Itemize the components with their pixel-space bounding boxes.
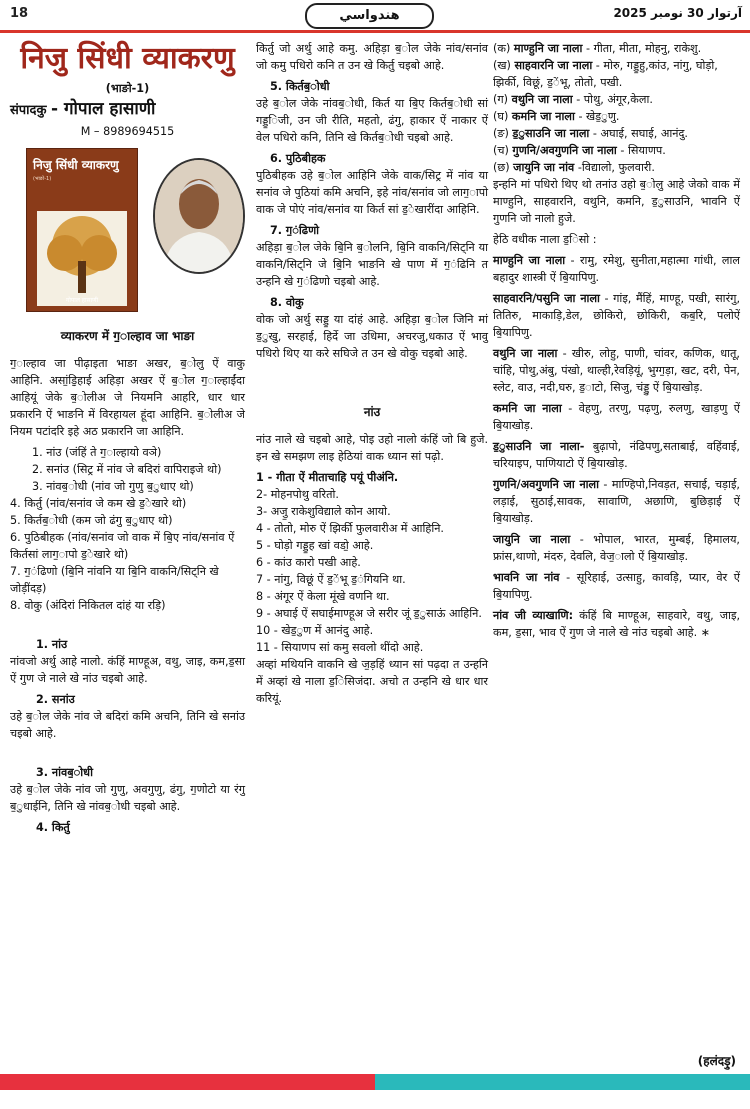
paragraph-pronoun: उहे ब॒ोल जेके नांव जे बदिरां कमि अचनि, तिनि खे सनांउ चइबो आहे. (10, 710, 245, 740)
example-item: 4 - तोतो, मोरु ऐं झिर्की फुलवारीअ में आहिनि. (256, 522, 444, 535)
group-item: कमनि जा नाला - वेहणु, तरणु, पढ़णु, रुलणु, खाड़णु ऐं बि॒याखोड़. (493, 402, 740, 432)
footer-color-bar (0, 1074, 750, 1090)
heading-noun: 1. नांउ (36, 638, 68, 651)
example-item: 6 - कांउ कारो पखी आहे. (256, 556, 361, 569)
heading-verb: 4. किर्तु (36, 821, 70, 834)
page-header (0, 0, 750, 33)
heading-pronoun: 2. सनांउ (36, 693, 75, 706)
list-item: 4. किर्तु (नांव/सनांव जे कम खे ड॒ेखारे थो) (10, 497, 187, 510)
article-part: (भाङो-1) (105, 82, 150, 95)
kind-item: (ङ) ड॒ुसाउनि जा नाला - अघाई, सघाई, आनंदु. (493, 127, 688, 140)
example-item: 1 - गीता ऐं मीताचाहि पयूं पीअंनि. (256, 471, 399, 484)
example-item: 2- मोहनपोथु वरितो. (256, 488, 339, 501)
list-item: 5. किर्तब॒ोधी (कम जो ढंगु ब॒ुधाए थो) (10, 514, 173, 527)
paragraph-closing: अव्हां मथियनि वाकनि खे ज॒ड़हिं ध्यान सां पढ़दा त उन्हनि में अव्हां खे नाला ड॒िसिजंदा. अचो त उन्हनि खे धार धार करियूं. (256, 658, 488, 705)
book-cover-author: गोपाल हासाणी (65, 297, 99, 304)
editor-line (10, 101, 245, 119)
group-item: ड॒ुसाउनि जा नाला- बुढ़ापो, नंढिपणु,सताबाई, वहिंवाई, चरियाइप, पाणियाटो ऐं बि॒याखोड़. (493, 440, 740, 470)
example-item: 9 - अघाई ऐं सघाईमाण्हूअ जे सरीर जूं ड॒ुसाऊं आहिनि. (256, 607, 482, 620)
kind-item: (छ) जायुनि जा नांव -विद्यालो, फुलवारी. (493, 161, 655, 174)
group-item: साहवारनि/पसुनि जा नाला - गांइ, मैंहिं, माण्हू, पखी, सारंगु, तितिरु, माकाड़ि,डेल, छोकिरो, छोकिरी, कब॒रि, पलोऐं बि॒यापिणु. (493, 292, 740, 339)
intro-paragraph: ग॒ाल्हाव जा पीढ़ाइता भाङा अखर, ब॒ोलु ऐं वाकु आहिनि. असां॒ड़ि॒हाई अहिड़ा अखर ऐं ब॒ोल ग॒ाल्हाईंदा आहियूं जेके ब॒ोलीअ जे नियमनि आहरि, धार धार प्रकारनि ऐं भाङनि में विरहायल हूंदा आहिनि. ब॒ोलीअ जे नियम पटांदरि इहे अठ प्रकारनि जा आहिनि. (10, 357, 245, 438)
list-item: 7. ग॒ंढिणो (बि॒नि नांवनि या बि॒नि वाकनि/सिट्नि खे जोड़ींदड़) (10, 565, 219, 595)
group-item: वथुनि जा नाला - खीरु, लोहु, पाणी, चांवर, कणिक, धातू, चांहि, पोथु,अंबु, पंखो, थाल्ही,रेवड़ियूं, भुग्ग॒ड़ा, खट, दरी, पेन, स्लेट, वाउ, नदी,घरु, ड॒ाटो, सिजु, चंड्डु ऐं बि॒याखोड़. (493, 347, 740, 394)
editor-photo (153, 158, 245, 274)
kind-item: (घ) कमनि जा नाला - खेड॒ुणु. (493, 110, 620, 123)
heading-preposition: 6. पुठिबीहक (270, 152, 326, 165)
paragraph-adjective: उहे ब॒ोल जेके नांव जो गुणु, अवगुणु, ढंगु, ग॒णोटो या रंगु ब॒ुधाईनि, तिनि खे नांवब॒ोधी चइबो आहे. (10, 783, 245, 813)
parts-list (10, 444, 245, 495)
paragraph-adverb: उहे ब॒ोल जेके नांवब॒ोधी, किर्त या बि॒ए किर्तब॒ोधी सां गड्ड॒िजी, उन जी रीति, महतो, ढंगु, हाकार ऐं नाकार ऐं वेल पधिरो कनि, तिनि खे किर्तब॒ोधी चइबो आहे. (256, 97, 488, 144)
paragraph-conjunction: अहिड़ा ब॒ोल जेके बि॒नि ब॒ोलनि, बि॒नि वाकनि/सिट्नि या वाकनि/सिट्नि जे बि॒नि भाङनि खे पाण में ग॒ंढिनि त उन्हनि खे ग॒ंढिणो चइबो आहे. (256, 241, 488, 288)
article-title: निजु सिंधी व्याकरणु (20, 41, 235, 76)
list-item: 8. वोकु (अंदिरां निकितल दांहं या रड़ि) (10, 599, 166, 612)
column-2 (256, 40, 488, 711)
group-item: गुणनि/अवगुणनि जा नाला - माण्हिपो,निवड़त, सचाई, चड़ाई, लड़ाई, सुठाई,सावक, सावाणि, अछाणि, बुछिड़ाई ऐं बि॒याखोड़. (493, 478, 740, 525)
heading-interjection: 8. वोकु (270, 296, 304, 309)
paragraph-noun-intro: नांउ नाले खे चइबो आहे, पोइ उहो नालो कंहिं जो बि हुजे. इन खे समझण लाइ हेठियां वाक ध्यान सां पढ़ो. (256, 433, 488, 463)
section-heading-noun: नांउ (363, 405, 381, 419)
group-item: जायुनि जा नाला - भोपाल, भारत, मुम्बई, हिमालय, फ्रांस,थाणो, मंदरु, देवलि, वेज॒ालो ऐं बि॒याखोड़. (493, 533, 740, 563)
paragraph-interjection: वोक जो अर्थु सड्ड॒ या दांहं आहे. अहिड़ा ब॒ोल जिनि मां ड॒ुखु, सरहाई, हिर्दे जा उधिमा, अचरजु,धकाउ ऐं भावु पधिरो थिए या करे सघिजे त उन खे वोकु चइबो आहे. (256, 313, 488, 360)
kind-item: (ग) वथुनि जा नाला - पोथु, अंगूर,केला. (493, 93, 653, 106)
kind-item: (क) माण्हुनि जा नाला - गीता, मीता, मोहनु, राकेशु. (493, 42, 702, 55)
book-cover-title: निजु सिंधी व्याकरणु (33, 158, 119, 172)
example-item: 11 - सियाणप सां कमु सवलो थींदो आहे. (256, 641, 424, 654)
example-list (256, 469, 488, 656)
editor-label: संपादकु (10, 103, 47, 118)
book-cover-image (26, 148, 138, 312)
group-item: भावनि जा नांव - सूरिहाई, उत्साहु, कावड़ि, प्यार, वेर ऐं बि॒यापिणु. (493, 571, 740, 601)
book-cover-subtitle: (भाङो-1) (33, 176, 52, 182)
page-number: 18 (10, 6, 29, 21)
example-item: 3- अजु॒ राकेशुविद्याले कोन आयो. (256, 505, 391, 518)
section-heading-parts-of-speech: व्याकरण में ग॒ाल्हाव जा भाङा (60, 329, 195, 343)
kind-item: (च) गुणनि/अवगुणनि जा नाला - सियाणप. (493, 144, 666, 157)
editor-phone: M – 8989694515 (80, 125, 175, 138)
continued-label: (हलंदड़ु) (697, 1054, 736, 1068)
example-item: 5 - घोड़ो गड्ड॒ह खां वडो॒ आहे. (256, 539, 374, 552)
paragraph-preposition: पुठिबीहक उहे ब॒ोल आहिनि जेके वाक/सिट्र में नांव या सनांव जे पुठियां कमि अचनि, इहे नांव/सनांव जो लाग॒ापो वाक जे पोएं नांव/सनांव या किर्त सां ड॒ेखारींदा आहिनि. (256, 169, 488, 216)
example-item: 7 - नांगु, विछूं ऐं ड॒ेंभू ड॒ंगियनि था. (256, 573, 406, 586)
issue-date: آرتوار 30 نومبر 2025 (613, 6, 742, 20)
group-item: माण्हुनि जा नाला - रामु, रमेशु, सुनीता,महात्मा गांधी, लाल बहादुर शास्त्री ऐं बि॒यापिणु. (493, 254, 740, 284)
heading-conjunction: 7. ग॒ंढिणो (270, 224, 320, 237)
masthead-logo: هندواسي (305, 3, 434, 29)
paragraph-noun: नांवजो अर्थु आहे नालो. कंहिं माण्हूअ, वथु, जाइ, कम,ड॒सा ऐं गुण जे नाले खे नांउ चइबो आहे. (10, 655, 245, 685)
paragraph-verb: किर्तु जो अर्थु आहे कमु. अहिड़ा ब॒ोल जेके नांव/सनांव जो कमु पधिरो कनि त उन खे किर्तु चइबो आहे. (256, 42, 488, 72)
group-item: नांव जी व्याखाणि: कंहिं बि माण्हूअ, साहवारे, वथु, जाइ, कम, ड॒सा, भाव ऐं गुण जे नाले खे नांउ चइबो आहे. ∗ (493, 609, 740, 639)
column-3 (493, 40, 740, 645)
heading-adverb: 5. किर्तब॒ोधी (270, 80, 330, 93)
paragraph-more-intro: हेठि वधीक नाला ड॒िसो : (493, 233, 597, 246)
heading-adjective: 3. नांवब॒ोधी (36, 766, 93, 779)
paragraph-summary: इन्हनि मां पधिरो थिए थो तनांउ उहो ब॒ोलु आहे जेको वाक में माण्हुनि, साहवारनि, वथुनि, कमनि, ड॒ुसाउनि, भावनि ऐं गुणनि जो नालो हुजे. (493, 178, 740, 225)
column-1 (10, 40, 245, 836)
list-item: 6. पुठिबीहक (नांव/सनांव जो वाक में बि॒ए नांव/सनांव ऐं किर्तसां लाग॒ापो ड॒ेखारे थो) (10, 531, 235, 561)
list-item: 3. नांवब॒ोधी (नांव जो गुणु ब॒ुधाए थो) (32, 480, 194, 493)
images-row (10, 144, 245, 314)
kind-item: (ख) साहवारनि जा नाला - मोरु, गड्ड॒हु,कांउ, नांगु, घोड़ो, झिर्की, विछूं, ड॒ेंभू, तोतो, पखी. (493, 59, 718, 89)
example-item: 10 - खेड॒ुण में आनंदु आहे. (256, 624, 374, 637)
list-item: 1. नांउ (जंहिं ते ग॒ाल्हायो वञे) (32, 446, 162, 459)
example-item: 8 - अंगूर ऐं केला मूंखे वणनि था. (256, 590, 390, 603)
list-item: 2. सनांउ (सिट्र में नांव जे बदिरां वापिराइजे थो) (32, 463, 222, 476)
editor-name: - गोपाल हासाणी (50, 99, 156, 119)
